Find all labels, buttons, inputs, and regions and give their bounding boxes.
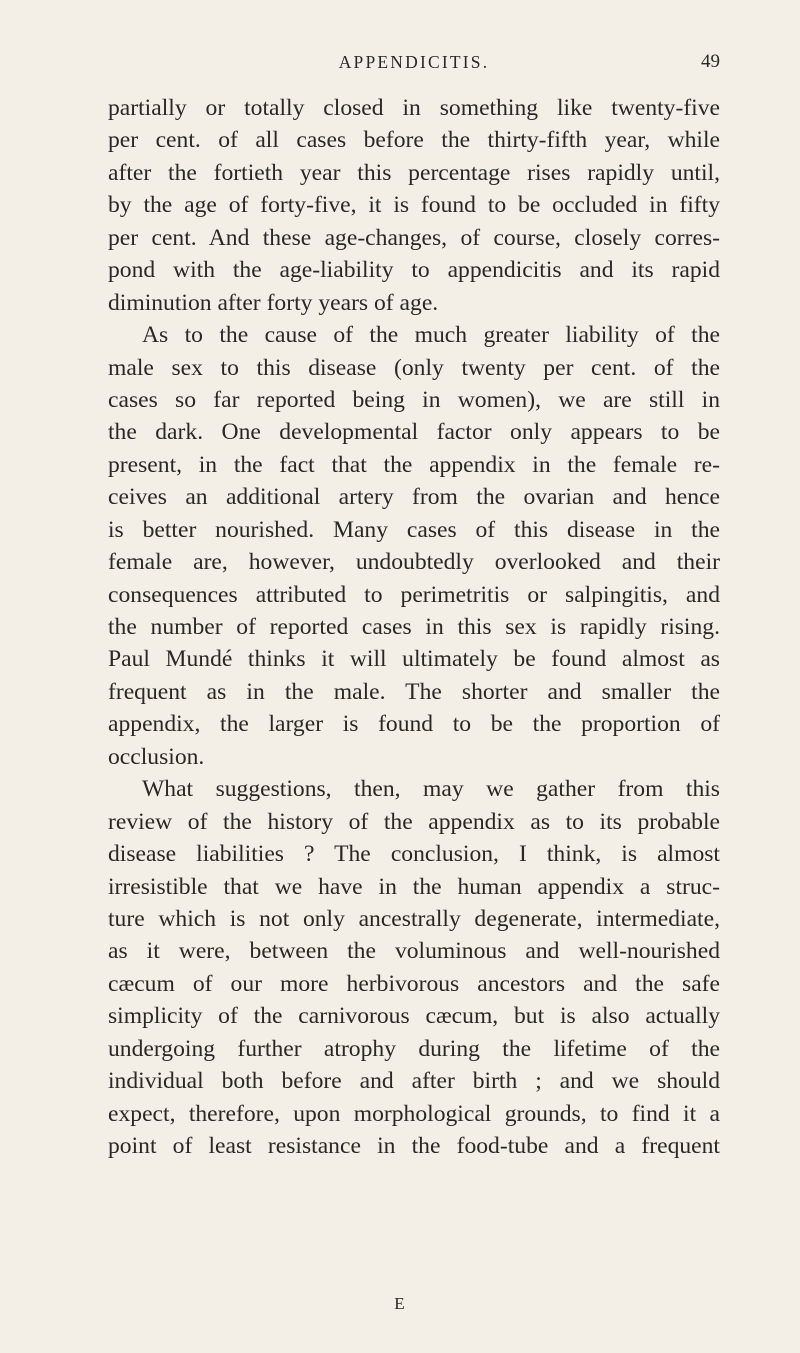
running-head bbox=[108, 50, 720, 74]
paragraph-end-line: diminution after forty years of age. bbox=[108, 289, 439, 316]
text-line: female are, however, undoubtedly overlooked and their bbox=[108, 549, 720, 576]
body-text bbox=[108, 92, 720, 1162]
text-line: expect, therefore, upon morphological grounds, to find it a bbox=[108, 1100, 720, 1127]
text-line: disease liabilities ? The conclusion, I think, is almost bbox=[108, 841, 720, 868]
text-line: simplicity of the carnivorous cæcum, but is also actually bbox=[108, 1003, 720, 1030]
text-line: review of the history of the appendix as to its probable bbox=[108, 808, 720, 835]
text-line: per cent. of all cases before the thirty-fifth year, while bbox=[108, 127, 720, 154]
text-line: per cent. And these age-changes, of course, closely corres- bbox=[108, 224, 720, 251]
text-line: Paul Mundé thinks it will ultimately be found almost as bbox=[108, 646, 720, 673]
paragraph-first-line: As to the cause of the much greater liability of the bbox=[142, 322, 720, 349]
text-line: ture which is not only ancestrally degenerate, intermediate, bbox=[108, 905, 720, 932]
paragraph-first-line: What suggestions, then, may we gather from this bbox=[142, 776, 720, 803]
text-line: frequent as in the male. The shorter and smaller the bbox=[108, 678, 720, 705]
text-line: irresistible that we have in the human appendix a struc- bbox=[108, 873, 720, 900]
text-line: appendix, the larger is found to be the proportion of bbox=[108, 711, 720, 738]
running-title: APPENDICITIS. bbox=[338, 52, 490, 72]
paragraph-end-line: occlusion. bbox=[108, 743, 205, 770]
text-line: consequences attributed to perimetritis or salpingitis, and bbox=[108, 581, 720, 608]
signature-mark: E bbox=[394, 1294, 406, 1313]
text-line: male sex to this disease (only twenty per cent. of the bbox=[108, 354, 720, 381]
text-line: by the age of forty-five, it is found to be occluded in fifty bbox=[108, 192, 720, 219]
text-line: ceives an additional artery from the ovarian and hence bbox=[108, 484, 720, 511]
text-line: partially or totally closed in something like twenty-five bbox=[108, 95, 720, 121]
text-line: the dark. One developmental factor only appears to be bbox=[108, 419, 720, 446]
text-line: individual both before and after birth ; and we should bbox=[108, 1068, 720, 1095]
text-line: point of least resistance in the food-tube and a frequent bbox=[108, 1133, 720, 1159]
text-line: present, in the fact that the appendix in the female re- bbox=[108, 451, 720, 478]
text-line: undergoing further atrophy during the lifetime of the bbox=[108, 1035, 720, 1062]
page-number: 49 bbox=[701, 51, 720, 72]
text-line: after the fortieth year this percentage rises rapidly until, bbox=[108, 159, 720, 186]
text-line: as it were, between the voluminous and well-nourished bbox=[108, 938, 720, 965]
text-line: cases so far reported being in women), we are still in bbox=[108, 386, 720, 413]
text-line: the number of reported cases in this sex is rapidly rising. bbox=[108, 614, 720, 640]
text-line: is better nourished. Many cases of this disease in the bbox=[108, 516, 720, 543]
text-line: cæcum of our more herbivorous ancestors and the safe bbox=[108, 970, 720, 997]
text-line: pond with the age-liability to appendicitis and its rapid bbox=[108, 257, 720, 284]
